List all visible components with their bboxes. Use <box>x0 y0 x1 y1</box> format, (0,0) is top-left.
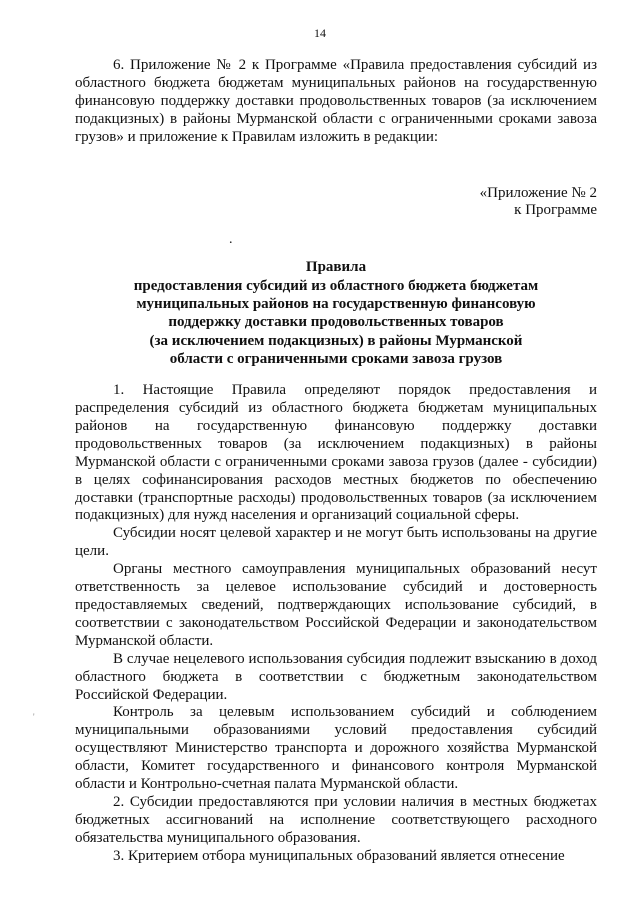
heading-title: Правила <box>305 259 367 276</box>
paragraph-1: 1. Настоящие Правила определяют порядок предоставления и распределения субсидий из областного бюджета бюджетам муниципальных районов на государственную финансовую поддержку доставки продовольственных товаров (за исключением подакцизных) в районы Мурманской области с ограниченными сроками завоза грузов (далее - субсидии) в целях софинансирования расходов местных бюджетов по обеспечению доставки (транспортные расходы) продовольственных товаров (за исключением подакцизных) для нужд населения и организаций социальной сферы. <box>75 382 597 524</box>
stray-dot: . <box>229 232 233 247</box>
paragraph-2: Субсидии носят целевой характер и не могут быть использованы на другие цели. <box>75 525 597 560</box>
stray-mark: ' <box>33 712 35 722</box>
rules-heading <box>75 258 597 368</box>
paragraph-7: 3. Критерием отбора муниципальных образований является отнесение <box>113 847 565 864</box>
appendix-line-1: «Приложение № 2 <box>479 184 597 201</box>
heading-line-1: предоставления субсидий из областного бюджета бюджетам <box>133 277 539 294</box>
paragraph-3: Органы местного самоуправления муниципальных образований несут ответственность за целевое использование субсидий и достоверность предоставляемых сведений, подтверждающих использование субсидий, в соответствии с законодательством Российской Федерации и законодательством Мурманской области. <box>75 561 597 649</box>
appendix-reference <box>75 185 597 221</box>
intro-paragraph: 6. Приложение № 2 к Программе «Правила предоставления субсидий из областного бюджета бюджетам муниципальных районов на государственную финансовую поддержку доставки продовольственных товаров (за исключением подакцизных) в районы Мурманской области с ограниченными сроками завоза грузов» и приложение к Правилам изложить в редакции: <box>75 57 597 145</box>
heading-line-4: (за исключением подакцизных) в районы Мурманской <box>149 332 523 349</box>
heading-line-2: муниципальных районов на государственную финансовую <box>136 295 536 312</box>
heading-line-5: области с ограниченными сроками завоза грузов <box>169 350 503 367</box>
document-body <box>75 57 597 866</box>
heading-line-3: поддержку доставки продовольственных товаров <box>168 314 504 331</box>
appendix-line-2: к Программе <box>514 202 597 219</box>
paragraph-5: Контроль за целевым использованием субсидий и соблюдением муниципальными образованиями условий предоставления субсидий осуществляют Министерство транспорта и дорожного хозяйства Мурманской области, Комитет государственного и финансового контроля Мурманской области и Контрольно-счетная палата Мурманской области. <box>75 704 597 793</box>
paragraph-4: В случае нецелевого использования субсидия подлежит взысканию в доход областного бюджета в соответствии с бюджетным законодательством Российской Федерации. <box>75 650 597 703</box>
page-number: 14 <box>314 26 326 40</box>
paragraph-6: 2. Субсидии предоставляются при условии наличия в местных бюджетах бюджетных ассигнований на исполнение соответствующего расходного обязательства муниципального образования. <box>75 793 597 846</box>
